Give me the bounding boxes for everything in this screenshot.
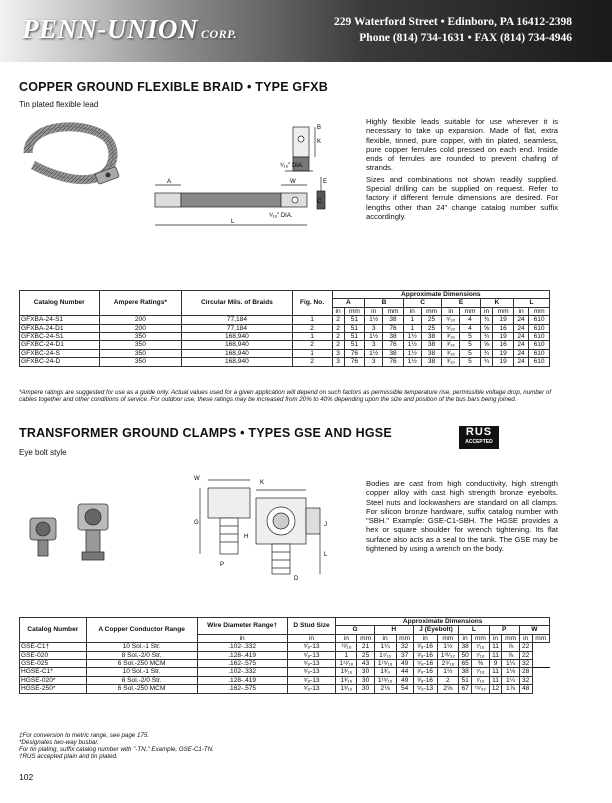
footnote: *Designates two-way busbar. [19, 739, 99, 746]
table-cell: GFXBA-24-S1 [20, 316, 100, 324]
label-l: L [231, 219, 235, 225]
table-cell: ¹³⁄₁₆ [336, 643, 357, 651]
col-header: Wire Diameter Range† [197, 618, 287, 635]
table-cell: .162-.575 [197, 685, 287, 693]
table-cell: 610 [529, 333, 550, 341]
table-cell: 200 [99, 324, 182, 332]
table-cell: 2 [332, 316, 344, 324]
table-cell: 24 [513, 358, 528, 366]
table-row [20, 341, 550, 349]
table-cell: 24 [513, 341, 528, 349]
table-cell: 16 [493, 324, 514, 332]
table-cell: .162-.575 [197, 660, 287, 668]
unit-cell: in [374, 634, 396, 642]
unit-cell: in [413, 634, 437, 642]
unit-cell: in [459, 634, 472, 642]
footnote: ‡For conversion to metric range, see page 175. [19, 732, 150, 739]
table-cell: ⁵⁄₃₂ [442, 316, 460, 324]
table-cell: 1 [336, 651, 357, 659]
table-cell: 24 [513, 316, 528, 324]
col-header: D Stud Size [287, 618, 336, 635]
table-cell: 1 [403, 324, 421, 332]
table-cell: ⁵⁄₃₂ [442, 324, 460, 332]
table-cell: ⁵⁄₈-13 [287, 651, 336, 659]
table-cell: 76 [383, 341, 404, 349]
table-cell: 2 [292, 358, 332, 366]
table-cell: ⅞ [502, 643, 519, 651]
table-cell: 51 [344, 324, 365, 332]
company-address [334, 14, 572, 46]
table-cell: GFXBA-24-D1 [20, 324, 100, 332]
label-k: K [260, 480, 265, 486]
table-cell: 9 [489, 660, 502, 668]
table-cell: 77,184 [182, 316, 292, 324]
table-cell: 54 [396, 685, 413, 693]
table-cell: 77,184 [182, 324, 292, 332]
table-cell: GFXBC-24-D1 [20, 341, 100, 349]
unit-cell: in [442, 307, 460, 315]
table-cell: ³⁄₈-16 [413, 676, 437, 684]
table-cell: 19 [493, 349, 514, 357]
table-cell: GFXBC-24-S [20, 349, 100, 357]
unit-cell: mm [502, 634, 519, 642]
table-cell: 1½ [403, 333, 421, 341]
table-cell: 44 [396, 668, 413, 676]
unit-cell: in [403, 307, 421, 315]
gfxb-desc-1: Highly flexible leads suitable for use wherever it is necessary to take up expansion. Made of flat, extra flexible, tinned, pure copper, with tin plated, seamless, pure copper ferrules cold pressed on each end. Inside ends of ferrules are rounded to prevent chafing of strands. [366, 117, 558, 173]
gse-notes [19, 732, 559, 760]
label-dia2: ⁹⁄₁₆" DIA. [269, 213, 293, 219]
table-cell: 38 [459, 668, 472, 676]
table-cell: 19 [493, 316, 514, 324]
unit-cell: mm [437, 634, 459, 642]
table-cell: .102-.332 [197, 668, 287, 676]
table-cell: 19 [493, 358, 514, 366]
table-cell: 2 [332, 324, 344, 332]
gse-description: Bodies are cast from high conductivity, high strength copper alloy with cast high strength bronze eyebolts. Steel nuts and lockwashers are standard on all clamps. For silicon bronze hardware, suffix catalog number with "SBH." Example: GSE-C1-SBH. The HGSE provides a hex or square shoulder for wrench tightening. Its flat surface also acts as a seal to the tank. The GSE may be tightened by using a wrench on the body. [366, 479, 558, 554]
table-cell: 1⅞ [502, 685, 519, 693]
table-cell: 25 [357, 651, 374, 659]
table-cell: 1½ [403, 341, 421, 349]
table-cell: ⁷⁄₁₆ [472, 643, 490, 651]
table-cell: 1³⁄₁₆ [336, 668, 357, 676]
table-cell: 350 [99, 341, 182, 349]
table-cell: 12 [489, 685, 502, 693]
dim-letter: B [365, 299, 404, 307]
table-cell: GSE-C1† [20, 643, 87, 651]
dim-letter: C [403, 299, 442, 307]
label-g: G [194, 520, 199, 526]
table-cell: 6 Sol.-250 MCM [86, 660, 197, 668]
table-cell: 2⁹⁄₁₆ [437, 660, 459, 668]
table-cell: 38 [383, 316, 404, 324]
table-cell: 38 [421, 341, 442, 349]
label-w: W [194, 476, 200, 482]
table-row [20, 676, 550, 684]
table-cell: 51 [344, 341, 365, 349]
unit-cell: mm [421, 307, 442, 315]
table-cell: 2 [437, 676, 459, 684]
group-header: Approximate Dimensions [336, 618, 550, 626]
unit-cell: mm [532, 634, 549, 642]
table-cell: ⁷⁄₁₆ [472, 651, 490, 659]
col-header: Ampere Ratings* [99, 291, 182, 316]
table-cell: 1¼ [374, 643, 396, 651]
table-cell: 1½ [437, 668, 459, 676]
table-cell: ³⁄₈-16 [413, 651, 437, 659]
table-cell: 610 [529, 316, 550, 324]
table-cell: 6 Sol.-250 MCM [86, 685, 197, 693]
table-cell: 610 [529, 341, 550, 349]
unit-cell: mm [460, 307, 481, 315]
table-cell: ⁵⁄₈-13 [287, 643, 336, 651]
table-cell: 5 [460, 358, 481, 366]
group-header: Approximate Dimensions [332, 291, 549, 299]
table-cell: 4 [460, 324, 481, 332]
label-a: A [167, 179, 172, 185]
table-cell: ³⁄₁₆ [442, 349, 460, 357]
table-cell: ⁵⁄₈-13 [413, 685, 437, 693]
unit-cell: in [197, 634, 287, 642]
table-cell: 11 [489, 668, 502, 676]
label-h: H [244, 534, 249, 540]
table-cell: GFXBC-24-S1 [20, 333, 100, 341]
table-cell: 24 [513, 333, 528, 341]
unit-cell: mm [383, 307, 404, 315]
table-cell: 67 [459, 685, 472, 693]
table-cell: 1 [292, 316, 332, 324]
dim-letter: L [513, 299, 549, 307]
table-cell: 2⅝ [437, 685, 459, 693]
dim-letter: W [519, 626, 549, 634]
table-cell: 1³⁄₄ [374, 668, 396, 676]
phone-fax-line: Phone (814) 734-1631 • FAX (814) 734-4946 [359, 32, 572, 44]
dim-letter: E [442, 299, 480, 307]
table-cell: 25 [421, 324, 442, 332]
unit-cell: mm [396, 634, 413, 642]
col-header: Fig. No. [292, 291, 332, 316]
table-cell: ⅞ [502, 651, 519, 659]
col-header: Circular Mils. of Braids [182, 291, 292, 316]
address-line: 229 Waterford Street • Edinboro, PA 16412-2398 [334, 16, 572, 28]
label-p: P [220, 562, 225, 568]
table-row [20, 685, 550, 693]
unit-cell: in [336, 634, 357, 642]
unit-cell: mm [472, 634, 490, 642]
gse-subtitle: Eye bolt style [19, 448, 67, 457]
table-cell: 37 [396, 651, 413, 659]
dim-letter: H [374, 626, 413, 634]
dim-letter: A [332, 299, 365, 307]
table-cell: ³⁄₈-16 [413, 643, 437, 651]
table-cell: 1¼ [502, 660, 519, 668]
table-cell: 11 [489, 651, 502, 659]
table-row [20, 643, 550, 651]
table-cell: ⁵⁄₈-13 [287, 668, 336, 676]
gse-title: TRANSFORMER GROUND CLAMPS • TYPES GSE AND HGSE [19, 426, 392, 440]
dim-letter: G [336, 626, 374, 634]
table-cell: 168,940 [182, 358, 292, 366]
table-cell: HGSE-250* [20, 685, 87, 693]
clamp-drawing [160, 468, 350, 583]
table-cell: 610 [529, 324, 550, 332]
braid-photo [18, 115, 130, 205]
braid-drawing [145, 115, 345, 235]
table-cell: 3 [332, 349, 344, 357]
footnote: †RUS accepted plain and tin plated. [19, 753, 118, 760]
table-cell: 19 [493, 333, 514, 341]
table-cell: 28 [519, 668, 532, 676]
dim-letter: J (Eyebolt) [413, 626, 458, 634]
table-cell: 22 [519, 643, 532, 651]
table-cell: 51 [459, 676, 472, 684]
table-cell: 168,940 [182, 341, 292, 349]
unit-cell: mm [357, 634, 374, 642]
table-cell: 2⅛ [374, 685, 396, 693]
gse-spec-table [19, 617, 550, 694]
table-cell: 1½ [365, 349, 383, 357]
table-cell: 200 [99, 316, 182, 324]
table-cell: 11 [489, 643, 502, 651]
table-row [20, 651, 550, 659]
table-cell: ⁵⁄₈-13 [287, 660, 336, 668]
page-number: 102 [19, 772, 34, 782]
company-logo: PENN-UNION CORP. [22, 14, 237, 44]
table-cell: 32 [519, 676, 532, 684]
table-cell: 21 [357, 643, 374, 651]
table-cell: ⁷⁄₁₆ [472, 676, 490, 684]
table-cell: 24 [513, 349, 528, 357]
table-cell: 38 [421, 333, 442, 341]
table-cell: 1³¹⁄₃₂ [437, 651, 459, 659]
table-cell: 30 [357, 668, 374, 676]
gfxb-description [366, 117, 558, 223]
table-cell: HGSE-C1* [20, 668, 87, 676]
table-cell: ⅝ [480, 324, 493, 332]
unit-cell: mm [344, 307, 365, 315]
footnote: For tin plating, suffix catalog number with "-TN." Example, GSE-C1-TN. [19, 746, 214, 753]
table-cell: .102-.332 [197, 643, 287, 651]
table-cell: 1³⁄₁₆ [336, 676, 357, 684]
label-k: K [317, 139, 322, 145]
table-cell: 2 [332, 341, 344, 349]
table-cell: ⅝ [480, 341, 493, 349]
label-dia1: ⁹⁄₁₆" DIA. [280, 163, 304, 169]
table-cell: ⁷⁄₁₆ [472, 668, 490, 676]
table-cell: HGSE-020* [20, 676, 87, 684]
table-cell: 10 Sol.-1 Str. [86, 643, 197, 651]
table-cell: 610 [529, 358, 550, 366]
table-row [20, 333, 550, 341]
clamp-photo [20, 490, 130, 570]
table-cell: 3 [332, 358, 344, 366]
table-cell: 32 [396, 643, 413, 651]
table-cell: 43 [357, 660, 374, 668]
gfxb-desc-2: Sizes and combinations not shown readily supplied. Special drilling can be supplied on request. Refer to factory if different ferrule dimensions are desired. For lengths other than 24" change catalog number suffix accordingly. [366, 174, 558, 221]
label-e: E [323, 179, 328, 185]
unit-cell: in [513, 307, 528, 315]
table-cell: GFXBC-24-D [20, 358, 100, 366]
gfxb-spec-table [19, 290, 550, 367]
unit-cell: in [287, 634, 336, 642]
table-cell: ¾ [480, 316, 493, 324]
table-cell: 4 [460, 316, 481, 324]
table-cell: 5 [460, 341, 481, 349]
page-header [0, 0, 612, 62]
table-row [20, 358, 550, 366]
table-cell: 1⁷⁄₁₆ [374, 651, 396, 659]
table-cell: 76 [383, 358, 404, 366]
table-cell: 1½ [365, 333, 383, 341]
table-cell: ⁵⁄₈-13 [287, 676, 336, 684]
table-cell: 3 [365, 358, 383, 366]
table-cell: ³⁄₁₆ [442, 341, 460, 349]
table-cell: 10 Sol.-1 Str. [86, 668, 197, 676]
table-cell: 1¹¹⁄₁₆ [336, 660, 357, 668]
dim-letter: P [489, 626, 519, 634]
unit-cell: mm [493, 307, 514, 315]
table-cell: 49 [396, 676, 413, 684]
label-w: W [290, 179, 296, 185]
unit-cell: in [480, 307, 493, 315]
table-cell: 30 [357, 676, 374, 684]
table-cell: 51 [344, 316, 365, 324]
table-cell: 5 [460, 333, 481, 341]
gfxb-title: COPPER GROUND FLEXIBLE BRAID • TYPE GFXB [19, 80, 328, 94]
table-cell: ³⁄₁₆ [442, 333, 460, 341]
table-cell: 49 [396, 660, 413, 668]
table-cell: .128-.419 [197, 676, 287, 684]
table-cell: 1½ [437, 643, 459, 651]
table-cell: GSE-025 [20, 660, 87, 668]
table-cell: 38 [383, 333, 404, 341]
table-cell: 76 [344, 349, 365, 357]
table-cell: ¾ [480, 358, 493, 366]
table-cell: GSE-020 [20, 651, 87, 659]
table-cell: 350 [99, 349, 182, 357]
table-cell: 1 [292, 333, 332, 341]
table-cell: ¾ [480, 333, 493, 341]
table-cell: ³⁄₈-16 [413, 668, 437, 676]
table-cell: ⁵⁄₈-16 [413, 660, 437, 668]
col-header: Catalog Number [20, 291, 100, 316]
badge-line2: ACCEPTED [465, 439, 493, 445]
table-cell: 3 [365, 324, 383, 332]
table-cell: 1½ [403, 358, 421, 366]
table-cell: 48 [519, 685, 532, 693]
col-header: A Copper Conductor Range [86, 618, 197, 643]
table-cell: ¾ [480, 349, 493, 357]
rus-accepted-badge [459, 426, 499, 449]
table-cell: 30 [357, 685, 374, 693]
table-cell: 65 [459, 660, 472, 668]
label-b: B [317, 125, 322, 131]
table-cell: 610 [529, 349, 550, 357]
label-l: L [324, 552, 328, 558]
table-row [20, 668, 550, 676]
unit-cell: in [519, 634, 532, 642]
table-cell: 2 [332, 333, 344, 341]
table-cell: 1 [292, 349, 332, 357]
table-cell: 1³⁄₁₆ [336, 685, 357, 693]
unit-cell: mm [529, 307, 550, 315]
dim-letter: L [459, 626, 489, 634]
table-row [20, 660, 550, 668]
table-cell: 24 [513, 324, 528, 332]
table-cell: 38 [459, 643, 472, 651]
label-c: C [317, 199, 322, 205]
table-cell: 38 [421, 358, 442, 366]
table-cell: 168,940 [182, 333, 292, 341]
table-cell: 1¹⁵⁄₁₆ [374, 660, 396, 668]
table-cell: 16 [493, 341, 514, 349]
table-cell: 1 [403, 316, 421, 324]
unit-cell: in [489, 634, 502, 642]
table-cell: 32 [519, 660, 532, 668]
gfxb-note: *Ampere ratings are suggested for use as a guide only. Actual values used for a given application will depend on such factors as permissible temperature rise, permissible voltage drop, number of cables together and other conditions of service. For outdoor use, these ratings may be increased from 20% to 40% depending upon the size and position of the bus bars being joined. [19, 389, 552, 403]
col-header: Catalog Number [20, 618, 87, 643]
unit-cell: in [365, 307, 383, 315]
table-cell: ³⁄₁₆ [442, 358, 460, 366]
table-cell: 50 [459, 651, 472, 659]
table-cell: 3 [365, 341, 383, 349]
table-cell: 168,940 [182, 349, 292, 357]
table-cell: 51 [344, 333, 365, 341]
table-cell: 1¹⁵⁄₁₆ [374, 676, 396, 684]
table-cell: 8 Sol.-2/0 Str. [86, 651, 197, 659]
gfxb-subtitle: Tin plated flexible lead [19, 100, 99, 109]
table-cell: 22 [519, 651, 532, 659]
table-cell: ⁵⁄₈-13 [287, 685, 336, 693]
table-cell: 2 [292, 341, 332, 349]
label-j: J [324, 522, 327, 528]
table-cell: 5 [460, 349, 481, 357]
table-cell: 25 [421, 316, 442, 324]
unit-cell: in [332, 307, 344, 315]
table-row [20, 349, 550, 357]
table-cell: 350 [99, 333, 182, 341]
table-cell: 8 Sol.-2/0 Str. [86, 676, 197, 684]
table-cell: 11 [489, 676, 502, 684]
table-cell: ⅜ [472, 660, 490, 668]
table-cell: 38 [383, 349, 404, 357]
label-d: D [294, 576, 299, 582]
table-cell: ¹⁵⁄₃₂ [472, 685, 490, 693]
table-cell: 38 [421, 349, 442, 357]
table-cell: 1½ [365, 316, 383, 324]
table-row [20, 324, 550, 332]
table-cell: 1½ [403, 349, 421, 357]
table-cell: 2 [292, 324, 332, 332]
table-cell: 76 [383, 324, 404, 332]
table-row [20, 316, 550, 324]
badge-line1: RUS [465, 426, 493, 438]
dim-letter: K [480, 299, 513, 307]
table-cell: 1⅛ [502, 668, 519, 676]
table-cell: 76 [344, 358, 365, 366]
table-cell: 1¼ [502, 676, 519, 684]
table-cell: 350 [99, 358, 182, 366]
table-cell: .128-.419 [197, 651, 287, 659]
